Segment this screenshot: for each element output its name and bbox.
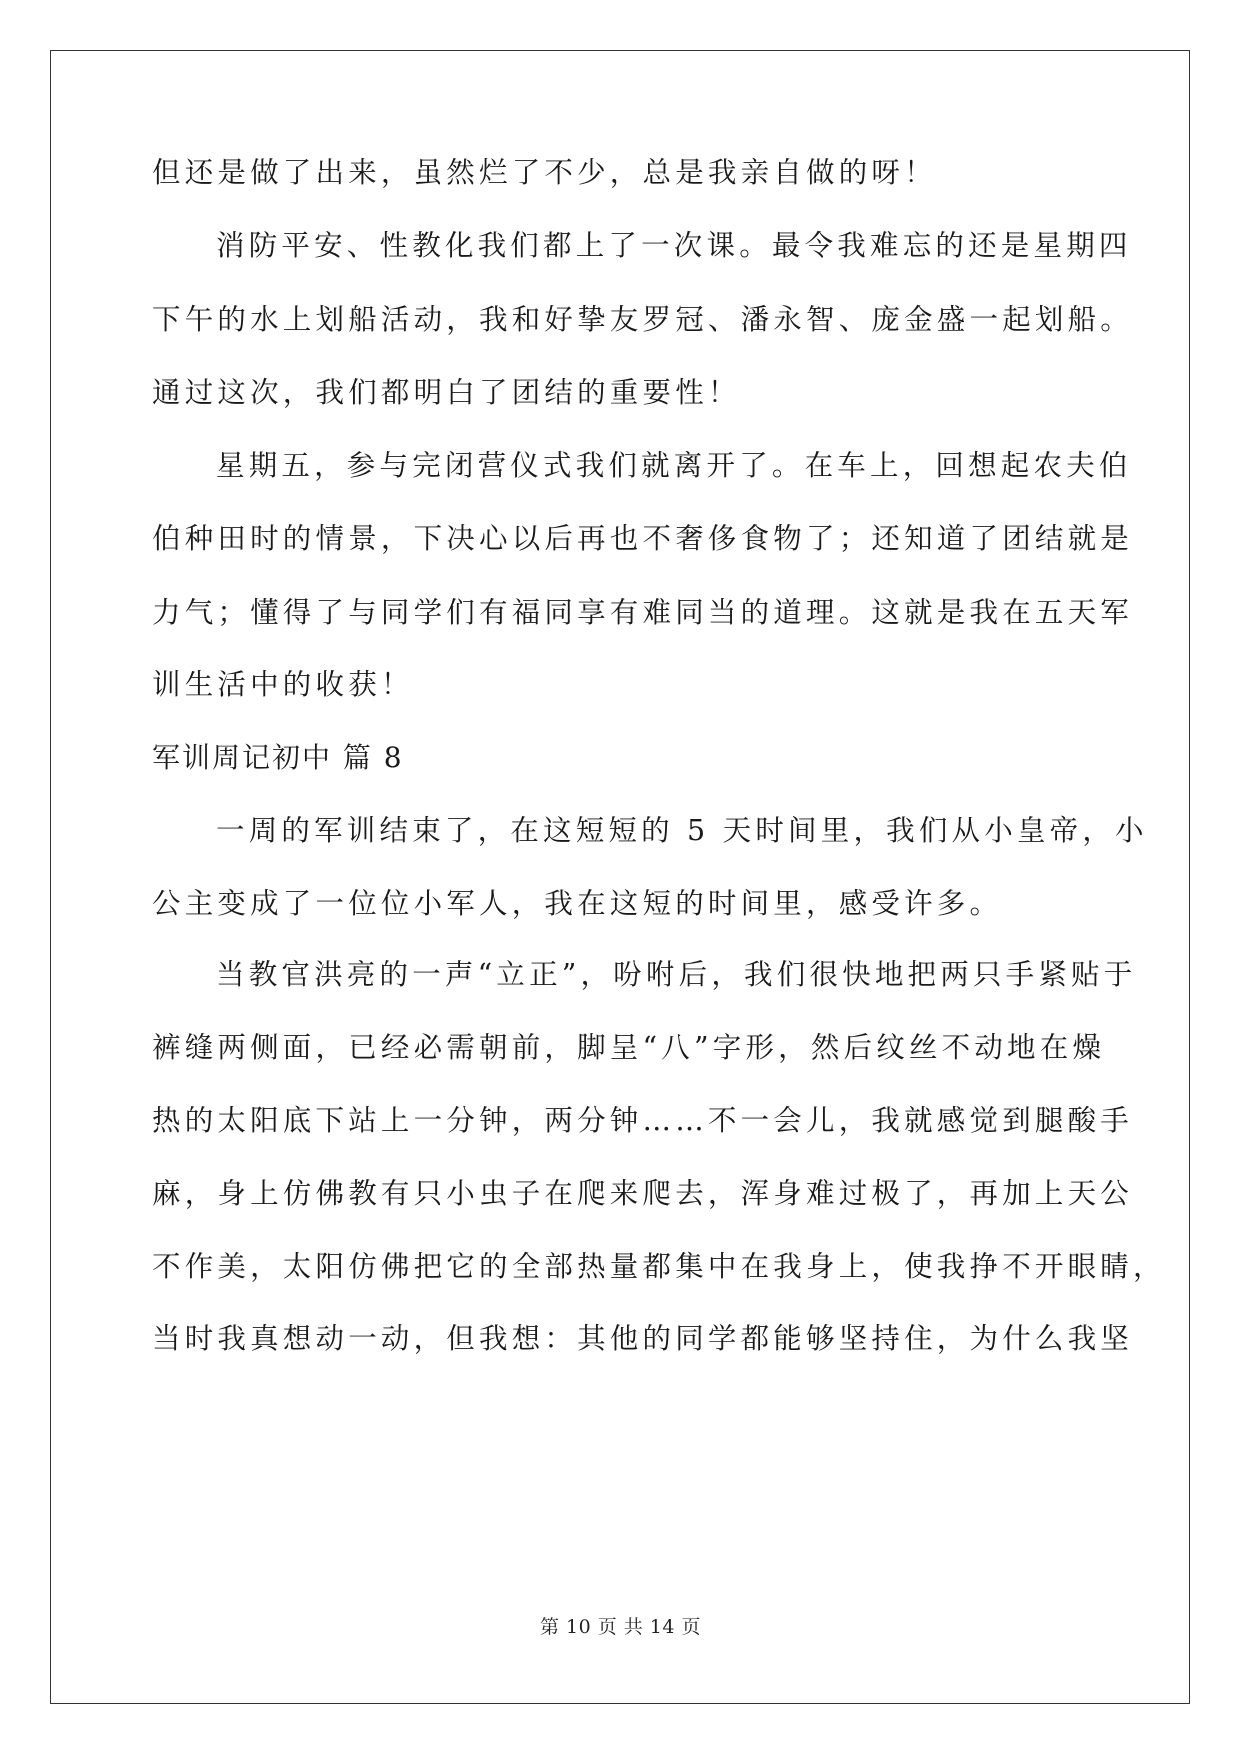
- page-border: [50, 50, 1190, 1704]
- paragraph-first-line: 星期五，参与完闭营仪式我们就离开了。在车上，回想起农夫伯: [216, 449, 1132, 482]
- paragraph-first-line: 消防平安、性教化我们都上了一次课。最令我难忘的还是星期四: [216, 229, 1132, 262]
- text-line: 训生活中的收获！: [152, 668, 414, 701]
- text-line: 通过这次，我们都明白了团结的重要性！: [152, 376, 741, 409]
- paragraph-first-line: 一周的军训结束了，在这短短的 5 天时间里，我们从小皇帝，小: [216, 814, 1148, 847]
- text-line: 公主变成了一位位小军人，我在这短的时间里，感受许多。: [152, 887, 1003, 920]
- text-line: 当时我真想动一动，但我想：其他的同学都能够坚持住，为什么我坚: [152, 1322, 1134, 1355]
- section-heading: 军训周记初中 篇 8: [152, 741, 404, 774]
- text-line: 伯种田时的情景，下决心以后再也不奢侈食物了；还知道了团结就是: [152, 522, 1134, 555]
- text-line: 热的太阳底下站上一分钟，两分钟……不一会儿，我就感觉到腿酸手: [152, 1104, 1134, 1137]
- paragraph-first-line: 当教官洪亮的一声“立正”，吩咐后，我们很快地把两只手紧贴于: [216, 958, 1137, 991]
- text-line: 不作美，太阳仿佛把它的全部热量都集中在我身上，使我挣不开眼睛，: [152, 1250, 1166, 1283]
- text-line: 但还是做了出来，虽然烂了不少，总是我亲自做的呀！: [152, 156, 937, 189]
- text-line: 下午的水上划船活动，我和好挚友罗冠、潘永智、庞金盛一起划船。: [152, 303, 1134, 336]
- text-line: 裤缝两侧面，已经必需朝前，脚呈“八”字形，然后纹丝不动地在燥: [152, 1031, 1106, 1064]
- text-line: 麻，身上仿佛教有只小虫子在爬来爬去，浑身难过极了，再加上天公: [152, 1177, 1134, 1210]
- page-number-footer: 第 10 页 共 14 页: [539, 1616, 702, 1638]
- text-line: 力气；懂得了与同学们有福同享有难同当的道理。这就是我在五天军: [152, 596, 1134, 629]
